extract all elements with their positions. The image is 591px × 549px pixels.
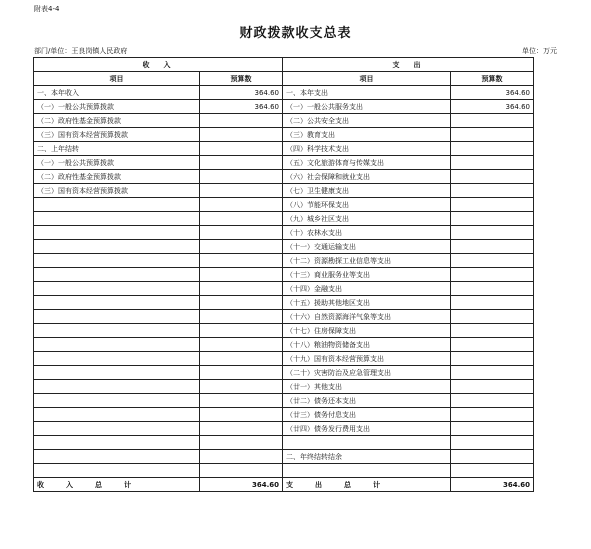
- expenditure-value-cell: [451, 338, 534, 352]
- expenditure-item-cell: （八）节能环保支出: [283, 198, 451, 212]
- income-value-cell: [200, 338, 283, 352]
- income-item-cell: [34, 408, 200, 422]
- expenditure-item-cell: 二、年终结转结余: [283, 450, 451, 464]
- income-item-cell: [34, 450, 200, 464]
- income-budget-header: 预算数: [200, 72, 283, 86]
- income-item-cell: （一）一般公共预算拨款: [34, 156, 200, 170]
- income-item-cell: [34, 366, 200, 380]
- income-value-cell: [200, 254, 283, 268]
- expenditure-value-cell: [451, 436, 534, 450]
- expenditure-item-cell: （二十）灾害防治及应急管理支出: [283, 366, 451, 380]
- income-value-cell: [200, 380, 283, 394]
- department-label: 部门/单位：王良岗镇人民政府: [34, 47, 128, 55]
- page-title: 财政拨款收支总表: [239, 26, 352, 41]
- expenditure-item-cell: （十）农林水支出: [283, 226, 451, 240]
- expenditure-value-cell: [451, 366, 534, 380]
- income-value-cell: [200, 240, 283, 254]
- income-item-cell: [34, 296, 200, 310]
- income-item-cell: [34, 324, 200, 338]
- table-row: [34, 380, 534, 394]
- income-value-cell: [200, 212, 283, 226]
- table-row: [34, 464, 534, 478]
- table-row: [34, 366, 534, 380]
- expenditure-value-cell: [451, 156, 534, 170]
- expenditure-value-cell: [451, 226, 534, 240]
- table-row: [34, 268, 534, 282]
- expenditure-value-cell: [451, 380, 534, 394]
- expenditure-item-cell: （九）城乡社区支出: [283, 212, 451, 226]
- income-item-cell: [34, 212, 200, 226]
- income-value-cell: [200, 114, 283, 128]
- expenditure-item-cell: （廿二）债务还本支出: [283, 394, 451, 408]
- expenditure-value-cell: [451, 240, 534, 254]
- table-row: [34, 226, 534, 240]
- table-row: [34, 100, 534, 114]
- expenditure-item-cell: （十二）资源勘探工业信息等支出: [283, 254, 451, 268]
- income-item-cell: （三）国有资本经营预算拨款: [34, 184, 200, 198]
- table-row: [34, 282, 534, 296]
- expenditure-value-cell: [451, 296, 534, 310]
- expenditure-value-cell: [451, 450, 534, 464]
- income-item-cell: [34, 254, 200, 268]
- expenditure-item-cell: （十三）商业服务业等支出: [283, 268, 451, 282]
- income-item-cell: 一、本年收入: [34, 86, 200, 100]
- table-row: [34, 450, 534, 464]
- income-value-cell: [200, 422, 283, 436]
- table-row: [34, 338, 534, 352]
- income-value-cell: [200, 352, 283, 366]
- income-item-cell: [34, 310, 200, 324]
- table-row: [34, 142, 534, 156]
- expenditure-item-cell: （七）卫生健康支出: [283, 184, 451, 198]
- income-value-cell: [200, 226, 283, 240]
- expenditure-value-cell: [451, 142, 534, 156]
- expenditure-item-cell: （一）一般公共服务支出: [283, 100, 451, 114]
- expenditure-item-cell: （十五）援助其他地区支出: [283, 296, 451, 310]
- income-value-cell: [200, 198, 283, 212]
- expenditure-item-cell: 一、本年支出: [283, 86, 451, 100]
- income-value-cell: [200, 324, 283, 338]
- income-value-cell: [200, 156, 283, 170]
- income-value-cell: [200, 450, 283, 464]
- income-value-cell: [200, 408, 283, 422]
- expenditure-value-cell: [451, 310, 534, 324]
- income-item-cell: [34, 380, 200, 394]
- income-item-cell: [34, 198, 200, 212]
- table-row: [34, 184, 534, 198]
- attachment-label: 附表4-4: [34, 5, 60, 13]
- income-item-cell: [34, 352, 200, 366]
- table-row: [34, 296, 534, 310]
- column-header-row: [34, 72, 534, 86]
- expenditure-item-cell: （十九）国有资本经营预算支出: [283, 352, 451, 366]
- income-value-cell: [200, 128, 283, 142]
- expenditure-item-cell: （廿三）债务付息支出: [283, 408, 451, 422]
- expenditure-value-cell: [451, 184, 534, 198]
- expenditure-value-cell: [451, 464, 534, 478]
- income-value-cell: [200, 310, 283, 324]
- table-row: [34, 254, 534, 268]
- expenditure-item-cell: （廿四）债务发行费用支出: [283, 422, 451, 436]
- expenditure-value-cell: [451, 282, 534, 296]
- expenditure-item-cell: （六）社会保障和就业支出: [283, 170, 451, 184]
- expenditure-item-cell: （十一）交通运输支出: [283, 240, 451, 254]
- income-value-cell: [200, 464, 283, 478]
- income-item-cell: （一）一般公共预算拨款: [34, 100, 200, 114]
- table-row: [34, 394, 534, 408]
- expenditure-value-cell: [451, 212, 534, 226]
- expenditure-value-cell: [451, 422, 534, 436]
- table-row: [34, 212, 534, 226]
- income-section-header: 收入: [34, 58, 283, 72]
- income-item-header: 项目: [34, 72, 200, 86]
- expenditure-value-cell: 364.60: [451, 86, 534, 100]
- income-value-cell: [200, 268, 283, 282]
- income-value-cell: [200, 296, 283, 310]
- income-value-cell: [200, 282, 283, 296]
- income-item-cell: （三）国有资本经营预算拨款: [34, 128, 200, 142]
- expenditure-value-cell: [451, 128, 534, 142]
- income-item-cell: [34, 436, 200, 450]
- income-item-cell: [34, 268, 200, 282]
- table-row: [34, 156, 534, 170]
- expenditure-item-cell: （廿一）其他支出: [283, 380, 451, 394]
- expenditure-item-cell: [283, 464, 451, 478]
- table-row: [34, 240, 534, 254]
- expenditure-section-header: 支出: [283, 58, 534, 72]
- budget-table: [33, 57, 534, 492]
- income-item-cell: [34, 226, 200, 240]
- income-value-cell: [200, 394, 283, 408]
- income-item-cell: [34, 464, 200, 478]
- income-value-cell: [200, 436, 283, 450]
- unit-label: 单位：万元: [522, 47, 557, 55]
- totals-row: [34, 478, 534, 492]
- expenditure-item-cell: （十四）金融支出: [283, 282, 451, 296]
- income-value-cell: 364.60: [200, 86, 283, 100]
- expenditure-item-cell: （十六）自然资源海洋气象等支出: [283, 310, 451, 324]
- expenditure-item-cell: （十八）粮油物资储备支出: [283, 338, 451, 352]
- expenditure-item-cell: （四）科学技术支出: [283, 142, 451, 156]
- income-item-cell: [34, 240, 200, 254]
- table-row: [34, 114, 534, 128]
- table-row: [34, 324, 534, 338]
- table-row: [34, 422, 534, 436]
- expenditure-value-cell: [451, 352, 534, 366]
- income-value-cell: [200, 142, 283, 156]
- expenditure-value-cell: [451, 268, 534, 282]
- expenditure-value-cell: [451, 254, 534, 268]
- expenditure-item-cell: [283, 436, 451, 450]
- expenditure-total-value: 364.60: [451, 478, 534, 492]
- income-value-cell: [200, 184, 283, 198]
- expenditure-value-cell: [451, 114, 534, 128]
- expenditure-item-header: 项目: [283, 72, 451, 86]
- expenditure-item-cell: （三）教育支出: [283, 128, 451, 142]
- income-total-value: 364.60: [200, 478, 283, 492]
- expenditure-value-cell: [451, 170, 534, 184]
- expenditure-value-cell: [451, 408, 534, 422]
- expenditure-item-cell: （十七）住房保障支出: [283, 324, 451, 338]
- expenditure-item-cell: （二）公共安全支出: [283, 114, 451, 128]
- income-item-cell: 二、上年结转: [34, 142, 200, 156]
- income-item-cell: [34, 338, 200, 352]
- income-total-label: 收 入 总 计: [34, 478, 200, 492]
- expenditure-value-cell: [451, 324, 534, 338]
- section-header-row: [34, 58, 534, 72]
- income-value-cell: 364.60: [200, 100, 283, 114]
- expenditure-total-label: 支 出 总 计: [283, 478, 451, 492]
- table-row: [34, 170, 534, 184]
- table-row: [34, 352, 534, 366]
- income-item-cell: [34, 282, 200, 296]
- income-item-cell: （二）政府性基金预算拨款: [34, 114, 200, 128]
- income-value-cell: [200, 170, 283, 184]
- table-row: [34, 128, 534, 142]
- expenditure-value-cell: 364.60: [451, 100, 534, 114]
- income-item-cell: （二）政府性基金预算拨款: [34, 170, 200, 184]
- table-row: [34, 198, 534, 212]
- income-item-cell: [34, 422, 200, 436]
- expenditure-value-cell: [451, 198, 534, 212]
- expenditure-item-cell: （五）文化旅游体育与传媒支出: [283, 156, 451, 170]
- table-row: [34, 408, 534, 422]
- income-value-cell: [200, 366, 283, 380]
- table-row: [34, 436, 534, 450]
- expenditure-budget-header: 预算数: [451, 72, 534, 86]
- table-row: [34, 86, 534, 100]
- table-row: [34, 310, 534, 324]
- income-item-cell: [34, 394, 200, 408]
- expenditure-value-cell: [451, 394, 534, 408]
